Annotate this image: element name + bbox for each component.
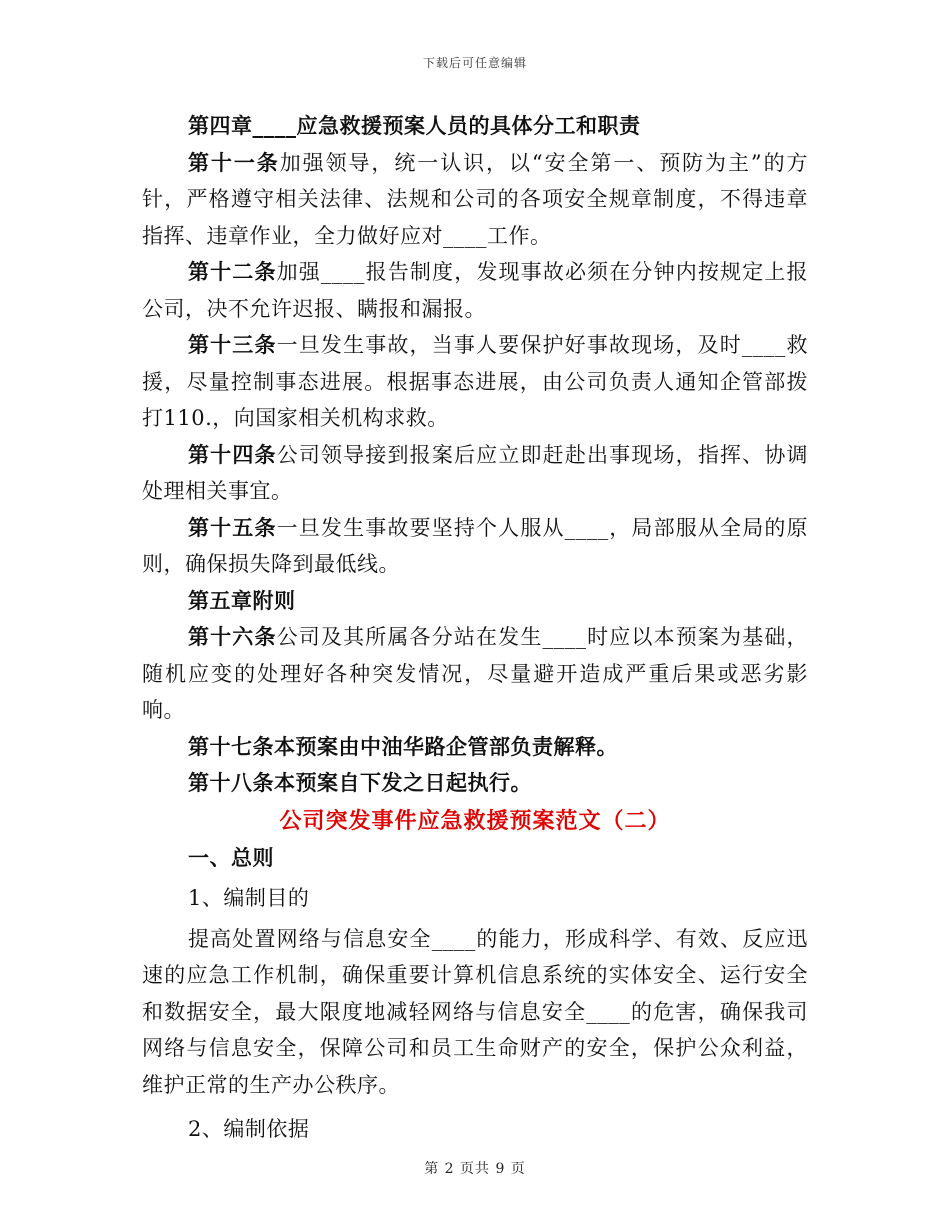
- item-1-paragraph: 提高处置网络与信息安全____的能力，形成科学、有效、反应迅速的应急工作机制，确保重要计算机信息系统的实体安全、运行安全和数据安全，最大限度地减轻网络与信息安全____的危害，确保我司网络与信息安全，保障公司和员工生命财产的安全，保护公众利益，维护正常的生产办公秩序。: [142, 926, 808, 1097]
- page-header-note: 下载后可任意编辑: [422, 56, 527, 70]
- general-provisions-heading: 一、总则: [188, 844, 274, 870]
- article-16-label: 第十六条: [188, 624, 277, 649]
- article-15-text: 一旦发生事故要坚持个人服从____，局部服从全局的原则，确保损失降到最低线。: [142, 515, 809, 576]
- article-18: 第十八条本预案自下发之日起执行。: [188, 770, 532, 795]
- article-15: [142, 510, 808, 583]
- article-11: [142, 145, 808, 255]
- article-14: [142, 437, 808, 510]
- page-footer-number: 第 2 页共 9 页: [424, 1161, 526, 1177]
- article-11-label: 第十一条: [188, 149, 280, 175]
- article-12-label: 第十二条: [188, 259, 277, 284]
- item-1-heading: 1、编制目的: [188, 886, 310, 910]
- chapter-5-heading: 第五章附则: [188, 587, 296, 613]
- article-16-text: 公司及其所属各分站在发生____时应以本预案为基础，随机应变的处理好各种突发情况，尽量避开造成严重后果或恶劣影响。: [142, 625, 809, 722]
- article-12: [142, 254, 808, 327]
- article-13-label: 第十三条: [188, 332, 277, 357]
- article-14-label: 第十四条: [188, 441, 277, 467]
- article-15-label: 第十五条: [188, 514, 277, 540]
- article-12-text: 加强____报告制度，发现事故必须在分钟内按规定上报公司，决不允许迟报、瞒报和漏报。: [142, 260, 809, 321]
- article-16: [142, 619, 808, 729]
- article-11-text: 加强领导，统一认识，以“安全第一、预防为主”的方针，严格遵守相关法律、法规和公司的各项安全规章制度，不得违章指挥、违章作业，全力做好应对____工作。: [142, 150, 808, 248]
- item-2-heading: 2、编制依据: [188, 1117, 310, 1141]
- article-13: [142, 327, 808, 437]
- article-13-text: 一旦发生事故，当事人要保护好事故现场，及时____救援，尽量控制事态进展。根据事态进展，由公司负责人通知企管部拨打110.，向国家相关机构求救。: [142, 333, 809, 430]
- chapter-4-heading: 第四章____应急救援预案人员的具体分工和职责: [188, 113, 641, 138]
- section-2-title: 公司突发事件应急救援预案范文（二）: [279, 807, 671, 834]
- article-14-text: 公司领导接到报案后应立即赶赴出事现场，指挥、协调处理相关事宜。: [142, 442, 809, 503]
- article-17: 第十七条本预案由中油华路企管部负责解释。: [188, 733, 618, 759]
- document-body: [142, 108, 808, 1148]
